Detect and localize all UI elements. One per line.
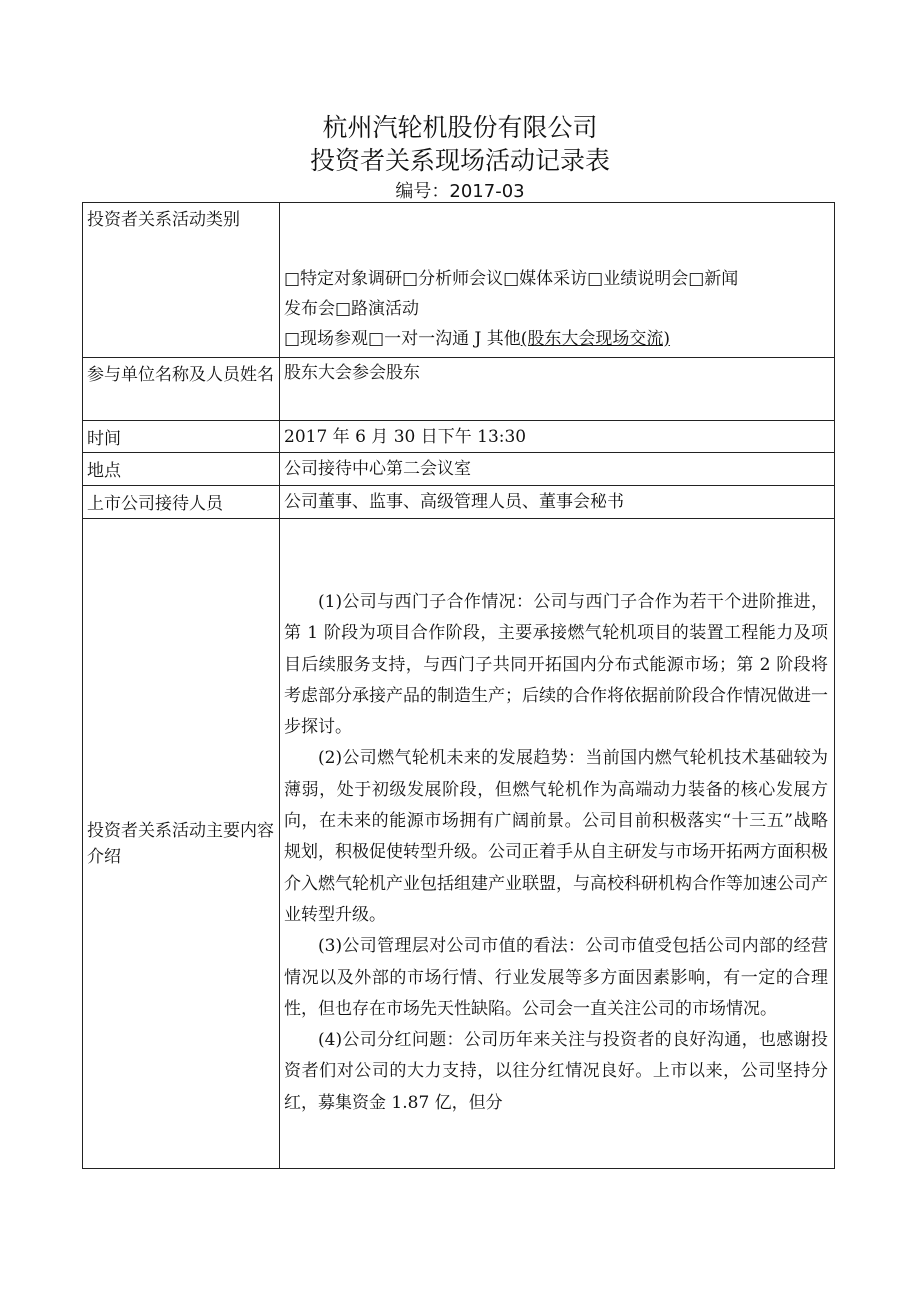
activity-other-detail: (股东大会现场交流) — [520, 329, 671, 349]
row-reception — [83, 486, 835, 519]
time-label: 时间 — [83, 421, 280, 453]
content-paragraph-3: (3)公司管理层对公司市值的看法：公司市值受包括公司内部的经营情况以及外部的市场行情、行业发展等多方面因素影响，有一定的合理性，但也存在市场先天性缺陷。公司会一直关注公司的市场情况。 — [284, 936, 828, 1019]
time-value: 2017 年 6 月 30 日下午 13:30 — [280, 421, 835, 453]
reception-value: 公司董事、监事、高级管理人员、董事会秘书 — [280, 486, 835, 519]
row-content — [83, 519, 835, 1169]
company-name: 杭州汽轮机股份有限公司 — [322, 113, 598, 142]
record-table — [82, 202, 835, 1169]
row-participants — [83, 358, 835, 421]
activity-type-label: 投资者关系活动类别 — [83, 203, 280, 358]
participants-label: 参与单位名称及人员姓名 — [83, 358, 280, 421]
row-location — [83, 453, 835, 486]
content-value — [280, 519, 835, 1169]
activity-type-value — [280, 203, 835, 358]
content-label: 投资者关系活动主要内容介绍 — [83, 519, 280, 1169]
row-activity-type — [83, 203, 835, 358]
participants-value: 股东大会参会股东 — [280, 358, 835, 421]
activity-options-line1: □特定对象调研□分析师会议□媒体采访□业绩说明会□新闻 — [284, 269, 739, 289]
activity-options-line3-prefix: □现场参观□一对一沟通 J 其他 — [284, 329, 521, 349]
location-label: 地点 — [83, 453, 280, 486]
document-number: 编号：2017-03 — [395, 181, 525, 202]
form-title: 投资者关系现场活动记录表 — [309, 146, 610, 175]
content-paragraph-4: (4)公司分红问题：公司历年来关注与投资者的良好沟通，也感谢投资者们对公司的大力支持，以往分红情况良好。上市以来，公司坚持分红，募集资金 1.87 亿，但分 — [284, 1030, 828, 1113]
reception-label: 上市公司接待人员 — [83, 486, 280, 519]
content-paragraph-2: (2)公司燃气轮机未来的发展趋势：当前国内燃气轮机技术基础较为薄弱，处于初级发展阶段，但燃气轮机作为高端动力装备的核心发展方向，在未来的能源市场拥有广阔前景。公司目前积极落实“十三五”战略规划，积极促使转型升级。公司正着手从自主研发与市场开拓两方面积极介入燃气轮机产业包括组建产业联盟，与高校科研机构合作等加速公司产业转型升级。 — [284, 748, 828, 925]
content-paragraph-1: (1)公司与西门子合作情况：公司与西门子合作为若干个进阶推进，第 1 阶段为项目合作阶段，主要承接燃气轮机项目的装置工程能力及项目后续服务支持，与西门子共同开拓国内分布式能源市场；第 2 阶段将考虑部分承接产品的制造生产；后续的合作将依据前阶段合作情况做进一步探讨。 — [284, 592, 828, 738]
activity-options-line2: 发布会□路演活动 — [284, 299, 420, 319]
row-time — [83, 421, 835, 453]
activity-options-line3 — [284, 324, 828, 354]
location-value: 公司接待中心第二会议室 — [280, 453, 835, 486]
